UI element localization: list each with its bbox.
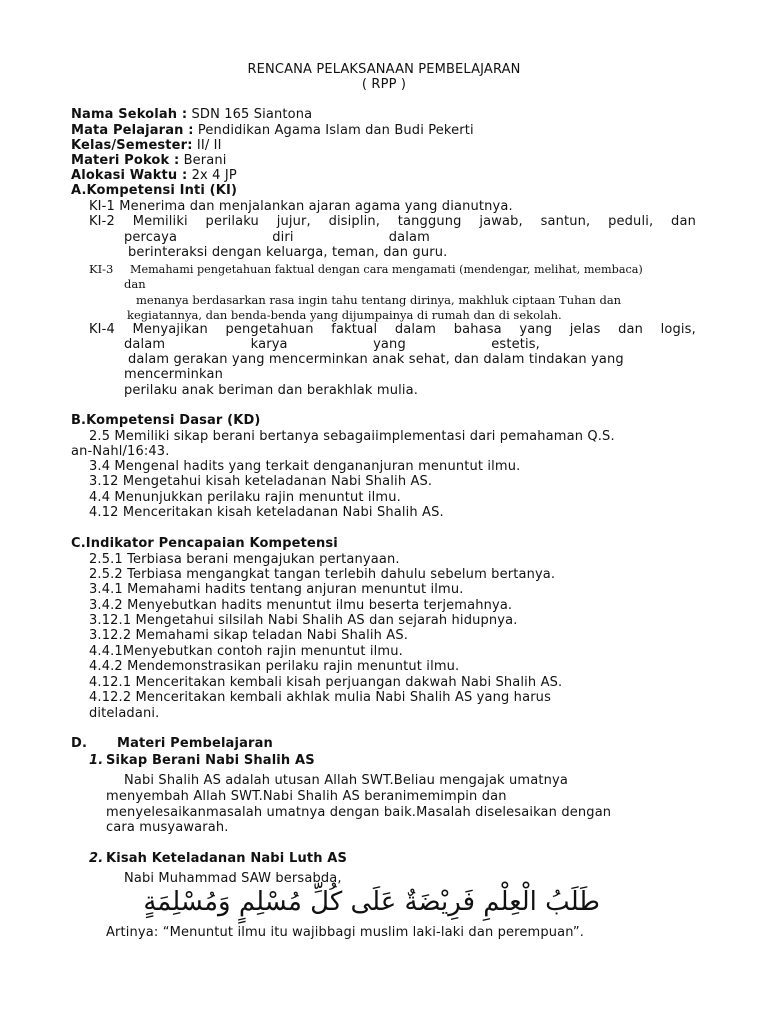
ki4-word: karya [250,337,288,352]
ki3-label-text: KI-3 [89,262,114,276]
indikator-item: 2.5.1 Terbiasa berani mengajukan pertanyaan. [89,552,400,567]
sub2-number: 2. [89,851,104,866]
ki2-word: Memiliki [132,214,188,229]
indikator-item: 2.5.2 Terbiasa mengangkat tangan terlebih dahulu sebelum bertanya. [89,567,556,582]
ki4-word: yang [373,337,406,352]
para1-line: Nabi Shalih AS adalah utusan Allah SWT.Beliau mengajak umatnya [124,773,568,788]
ki4-word: jelas [569,322,601,337]
para1-line: cara musyawarah. [106,820,229,835]
ki4-word: dalam [124,337,166,352]
ki4-word: Menyajikan [132,322,208,337]
sub1-title: Sikap Berani Nabi Shalih AS [106,753,315,768]
indikator-item: 3.4.1 Memahami hadits tentang anjuran menuntut ilmu. [89,582,464,597]
ki2-word: disiplin, [328,214,381,229]
para1-line: menyembah Allah SWT.Nabi Shalih AS beranimemimpin dan [106,789,507,804]
ki4-word: pengetahuan [225,322,314,337]
info-value: SDN 165 Siantona [187,107,313,122]
hadith-arabic-text: طَلَبُ الْعِلْمِ فَرِيْضَةٌ عَلَى كُلِّ مُسْلِمٍ وَمُسْلِمَةٍ [143,887,600,917]
ki2-word: jawab, [479,214,523,229]
kd-item: 4.4 Menunjukkan perilaku rajin menuntut ilmu. [89,490,401,505]
info-label: Kelas/Semester: [71,138,193,153]
kd-item: 4.12 Menceritakan kisah keteladanan Nabi Shalih AS. [89,505,444,520]
ki2-line-3: berinteraksi dengan keluarga, teman, dan guru. [128,245,448,260]
ki2-word: dalam [388,230,430,245]
ki1-text: KI-1 Menerima dan menjalankan ajaran agama yang dianutnya. [89,199,513,214]
document-subtitle: ( RPP ) [361,77,407,92]
ki4-line-3b: mencerminkan [124,367,223,382]
sub1-number: 1. [89,753,104,768]
section-a-heading: A.Kompetensi Inti (KI) [71,183,238,198]
document-title: RENCANA PELAKSANAAN PEMBELAJARAN [247,62,521,77]
kd-item: an-Nahl/16:43. [71,444,170,459]
ki3-line-3: kegiatannya, dan benda-benda yang dijumpainya di rumah dan di sekolah. [127,308,562,322]
ki4-line-2 [124,337,540,352]
ki4-line-4: perilaku anak beriman dan berakhlak mulia. [124,383,419,398]
ki2-line-1 [89,214,696,229]
ki3-label [89,262,113,277]
ki4-word: KI-4 [89,322,115,337]
info-label: Materi Pokok : [71,153,180,168]
ki2-line-2 [124,230,430,245]
ki4-word: logis, [660,322,696,337]
ki2-word: santun, [540,214,591,229]
ki4-word: faktual [331,322,378,337]
ki4-word: bahasa [453,322,502,337]
info-value: 2x 4 JP [187,168,237,183]
ki4-line-3: dalam gerakan yang mencerminkan anak sehat, dan dalam tindakan yang [128,352,624,367]
info-sekolah [71,107,312,122]
info-label: Nama Sekolah : [71,107,188,122]
section-c-heading: C.Indikator Pencapaian Kompetensi [71,536,338,551]
ki3-line-1: Memahami pengetahuan faktual dengan cara mengamati (mendengar, melihat, membaca) [130,263,643,276]
ki2-word: KI-2 [89,214,115,229]
ki4-word: yang [519,322,553,337]
indikator-item: 3.12.2 Memahami sikap teladan Nabi Shalih AS. [89,628,409,643]
kd-item: 3.12 Mengetahui kisah keteladanan Nabi Shalih AS. [89,474,433,489]
ki2-word: percaya [124,230,178,245]
indikator-item: 4.12.1 Menceritakan kembali kisah perjuangan dakwah Nabi Shalih AS. [89,675,563,690]
ki2-word: diri [272,230,294,245]
ki4-line-1 [89,322,696,337]
indikator-item: diteladani. [89,706,160,721]
indikator-item: 3.4.2 Menyebutkan hadits menuntut ilmu beserta terjemahnya. [89,598,513,613]
ki3-line-1b: dan [124,277,146,291]
info-materi [71,153,227,168]
indikator-item: 3.12.1 Mengetahui silsilah Nabi Shalih AS dan sejarah hidupnya. [89,613,518,628]
indikator-item: 4.4.1Menyebutkan contoh rajin menuntut ilmu. [89,644,403,659]
ki2-word: dan [671,214,696,229]
ki2-word: tanggung [397,214,462,229]
ki4-word: dalam [394,322,437,337]
info-value: II/ II [192,138,222,153]
info-label: Alokasi Waktu : [71,168,188,183]
info-mapel [71,123,474,138]
indikator-item: 4.12.2 Menceritakan kembali akhlak mulia Nabi Shalih AS yang harus [89,690,551,705]
ki2-word: perilaku [205,214,259,229]
section-d-letter: D. [71,736,88,751]
sub2-title: Kisah Keteladanan Nabi Luth AS [106,851,348,866]
ki4-word: dan [618,322,644,337]
section-b-heading: B.Kompetensi Dasar (KD) [71,413,261,428]
info-alokasi [71,168,237,183]
info-label: Mata Pelajaran : [71,123,194,138]
ki2-word: jujur, [276,214,311,229]
info-kelas [71,138,222,153]
indikator-item: 4.4.2 Mendemonstrasikan perilaku rajin menuntut ilmu. [89,659,460,674]
kd-item: 3.4 Mengenal hadits yang terkait dengananjuran menuntut ilmu. [89,459,521,474]
para2-text: Nabi Muhammad SAW bersabda, [124,871,342,886]
section-d-heading: Materi Pembelajaran [117,736,273,751]
ki3-line-2: menanya berdasarkan rasa ingin tahu tentang dirinya, makhluk ciptaan Tuhan dan [136,293,622,307]
para1-line: menyelesaikanmasalah umatnya dengan baik.Masalah diselesaikan dengan [106,805,612,820]
ki2-word: peduli, [608,214,654,229]
info-value: Berani [179,153,227,168]
ki4-word: estetis, [491,337,540,352]
info-value: Pendidikan Agama Islam dan Budi Pekerti [193,123,474,138]
kd-item: 2.5 Memiliki sikap berani bertanya sebagaiimplementasi dari pemahaman Q.S. [89,429,615,444]
artinya-text: Artinya: “Menuntut ilmu itu wajibbagi muslim laki-laki dan perempuan”. [106,925,585,940]
